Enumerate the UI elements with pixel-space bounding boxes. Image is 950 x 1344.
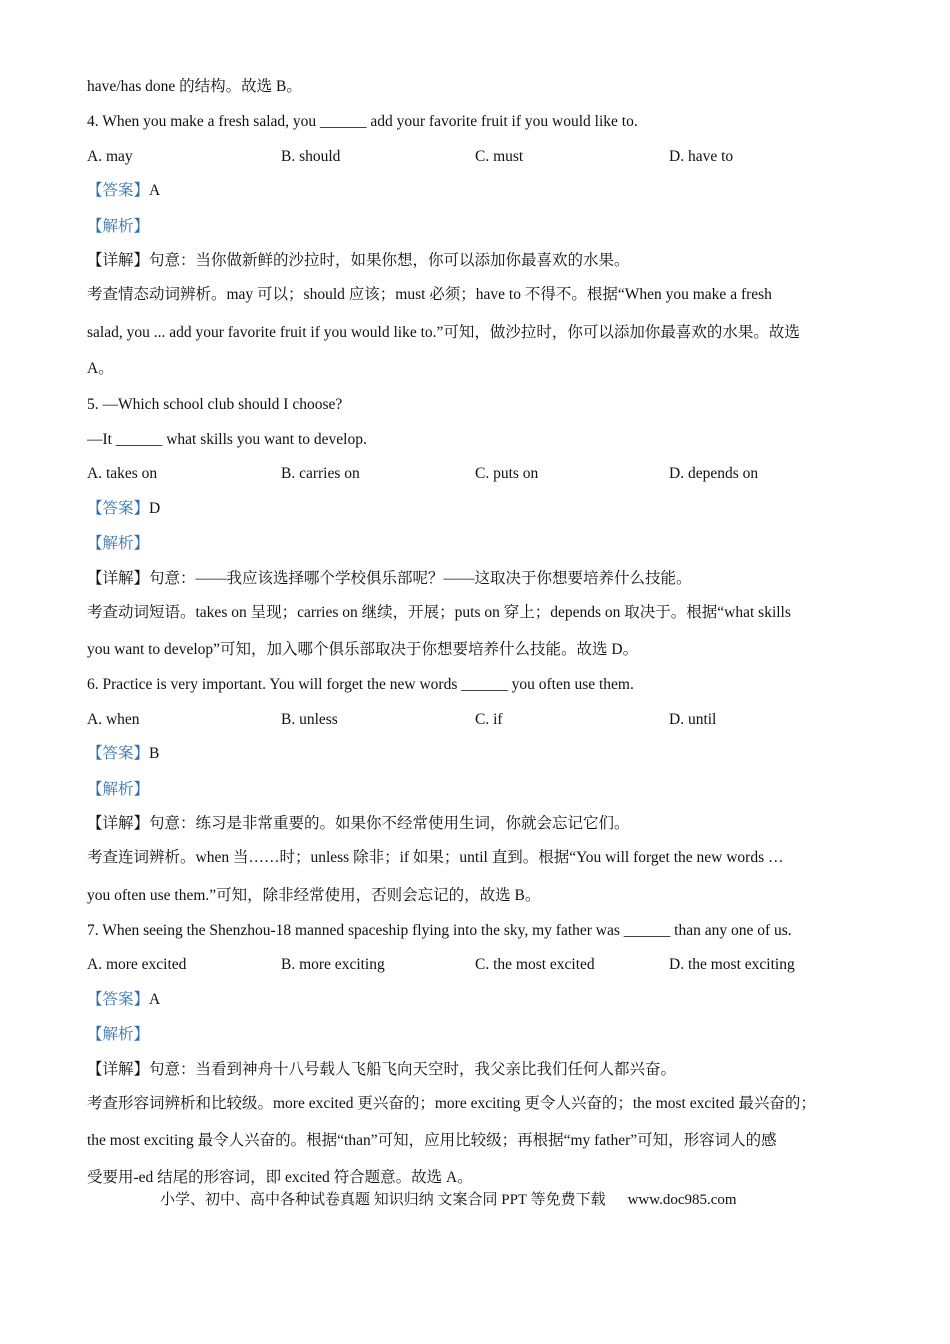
q4-explain-line: A。	[87, 360, 114, 377]
q7-option-a: A. more excited	[87, 956, 187, 973]
q6-stem: 6. Practice is very important. You will forget the new words ______ you often use them.	[87, 676, 634, 693]
detail-tag: 【详解】	[87, 815, 150, 832]
q4-explain-line: salad, you ... add your favorite fruit if you would like to.”可知，做沙拉时，你可以添加你最喜欢的水果。故选	[87, 324, 800, 341]
q7-explain-line: 考查形容词辨析和比较级。more excited 更兴奋的；more exciting 更令人兴奋的；the most excited 最兴奋的；	[87, 1095, 816, 1112]
q7-explain-line: 受要用-ed 结尾的形容词，即 excited 符合题意。故选 A。	[87, 1169, 473, 1186]
q7-answer	[87, 990, 160, 1010]
q5-answer-value: D	[149, 500, 161, 517]
q6-option-b: B. unless	[281, 711, 338, 728]
analysis-tag: 【解析】	[87, 1026, 150, 1043]
intro-line: have/has done 的结构。故选 B。	[87, 78, 302, 95]
q4-option-c: C. must	[475, 148, 524, 165]
q5-detail	[87, 569, 692, 589]
q6-explain-line: you often use them.”可知，除非经常使用，否则会忘记的，故选 B。	[87, 887, 541, 904]
q6-answer-value: B	[149, 745, 160, 762]
footer-url[interactable]: www.doc985.com	[627, 1192, 737, 1208]
q4-answer	[87, 181, 160, 201]
q6-option-d: D. until	[669, 711, 717, 728]
q4-option-d: D. have to	[669, 148, 734, 165]
q4-detail-text: 句意：当你做新鲜的沙拉时，如果你想，你可以添加你最喜欢的水果。	[149, 252, 630, 269]
q7-detail-text: 句意：当看到神舟十八号载人飞船飞向天空时，我父亲比我们任何人都兴奋。	[149, 1061, 677, 1078]
q5-explain-line: you want to develop”可知，加入哪个俱乐部取决于你想要培养什么技能。故选 D。	[87, 641, 639, 658]
q4-answer-value: A	[149, 182, 161, 199]
q4-analysis	[87, 217, 149, 237]
q4-option-b: B. should	[281, 148, 341, 165]
q5-analysis	[87, 534, 149, 554]
q5-answer	[87, 499, 160, 519]
q4-option-a: A. may	[87, 148, 133, 165]
q7-option-c: C. the most excited	[475, 956, 595, 973]
q5-option-b: B. carries on	[281, 465, 360, 482]
q5-option-d: D. depends on	[669, 465, 759, 482]
q7-answer-value: A	[149, 991, 161, 1008]
q5-detail-text: 句意：——我应该选择哪个学校俱乐部呢？——这取决于你想要培养什么技能。	[149, 570, 692, 587]
page-footer	[160, 1190, 737, 1210]
q4-detail	[87, 251, 630, 271]
answer-tag: 【答案】	[87, 745, 150, 762]
q5-option-c: C. puts on	[475, 465, 539, 482]
detail-tag: 【详解】	[87, 1061, 150, 1078]
q4-stem: 4. When you make a fresh salad, you ______ add your favorite fruit if you would like to.	[87, 113, 638, 130]
q4-explain-line: 考查情态动词辨析。may 可以；should 应该；must 必须；have to 不得不。根据“When you make a fresh	[87, 286, 772, 303]
q5-stem: 5. —Which school club should I choose?	[87, 396, 343, 413]
q6-option-c: C. if	[475, 711, 503, 728]
q7-stem: 7. When seeing the Shenzhou-18 manned spaceship flying into the sky, my father was ______ than any one of us.	[87, 922, 792, 939]
answer-tag: 【答案】	[87, 991, 150, 1008]
q5-option-a: A. takes on	[87, 465, 158, 482]
answer-tag: 【答案】	[87, 500, 150, 517]
q5-stem-reply: —It ______ what skills you want to develop.	[87, 431, 367, 448]
q5-explain-line: 考查动词短语。takes on 呈现；carries on 继续，开展；puts on 穿上；depends on 取决于。根据“what skills	[87, 604, 791, 621]
detail-tag: 【详解】	[87, 252, 150, 269]
q6-detail	[87, 814, 630, 834]
answer-tag: 【答案】	[87, 182, 150, 199]
q6-option-a: A. when	[87, 711, 140, 728]
q7-detail	[87, 1060, 676, 1080]
q6-analysis	[87, 780, 149, 800]
q6-explain-line: 考查连词辨析。when 当……时；unless 除非；if 如果；until 直到。根据“You will forget the new words …	[87, 849, 784, 866]
footer-text: 小学、初中、高中各种试卷真题 知识归纳 文案合同 PPT 等免费下载	[160, 1192, 606, 1208]
q6-detail-text: 句意：练习是非常重要的。如果你不经常使用生词，你就会忘记它们。	[149, 815, 630, 832]
analysis-tag: 【解析】	[87, 781, 150, 798]
q7-analysis	[87, 1025, 149, 1045]
analysis-tag: 【解析】	[87, 535, 150, 552]
detail-tag: 【详解】	[87, 570, 150, 587]
analysis-tag: 【解析】	[87, 218, 150, 235]
q7-explain-line: the most exciting 最令人兴奋的。根据“than”可知，应用比较级；再根据“my father”可知，形容词人的感	[87, 1132, 777, 1149]
q7-option-d: D. the most exciting	[669, 956, 795, 973]
q7-option-b: B. more exciting	[281, 956, 385, 973]
q6-answer	[87, 744, 159, 764]
